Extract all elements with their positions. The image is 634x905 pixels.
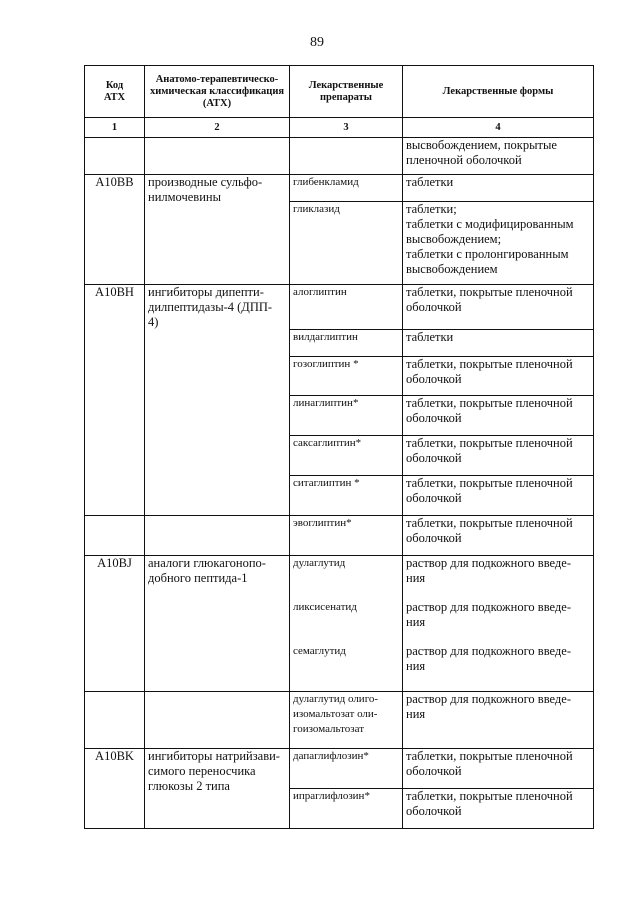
cell-text-line: семаглутид xyxy=(293,645,346,657)
cell-text-line: дулаглутид олиго- xyxy=(293,693,379,705)
cell-text-line: таблетки xyxy=(406,330,454,344)
cell-text-line: раствор для подкожного введе- xyxy=(406,692,571,706)
drug-entry xyxy=(293,600,399,644)
cell-text-line: ния xyxy=(406,571,426,585)
code-cell xyxy=(85,516,145,556)
form-cell xyxy=(403,396,594,436)
cell-text-line: таблетки, покрытые пленочной xyxy=(406,285,573,299)
cell-text-line: гоизомальтозат xyxy=(293,723,365,735)
form-cell xyxy=(403,516,594,556)
classification-cell xyxy=(145,556,290,692)
drug-cell xyxy=(290,357,403,396)
form-cell xyxy=(403,749,594,789)
drug-cell xyxy=(290,175,403,202)
form-cell xyxy=(403,285,594,330)
column-number: 3 xyxy=(290,118,403,138)
cell-text-line: оболочкой xyxy=(406,764,462,778)
drug-cell xyxy=(290,330,403,357)
drug-cell xyxy=(290,516,403,556)
atc-drug-table xyxy=(84,65,594,829)
cell-text-line: вилдаглиптин xyxy=(293,331,358,343)
cell-text-line: оболочкой xyxy=(406,804,462,818)
drug-cell xyxy=(290,789,403,829)
cell-text-line: раствор для подкожного введе- xyxy=(406,556,571,570)
cell-text-line: таблетки с модифицированным xyxy=(406,217,574,231)
cell-text-line: оболочкой xyxy=(406,300,462,314)
cell-text-line: раствор для подкожного введе- xyxy=(406,600,571,614)
cell-text-line: алоглиптин xyxy=(293,286,347,298)
cell-text-line: таблетки, покрытые пленочной xyxy=(406,436,573,450)
header-drugs: Лекарственные препараты xyxy=(290,66,403,118)
table-row xyxy=(85,749,594,789)
column-number: 4 xyxy=(403,118,594,138)
table-row-continued xyxy=(85,138,594,175)
form-cell xyxy=(403,357,594,396)
cell-text-line: высвобождением xyxy=(406,262,498,276)
cell-text-line: таблетки xyxy=(406,175,454,189)
form-cell xyxy=(403,789,594,829)
form-cell xyxy=(403,330,594,357)
cell-text-line: дулаглутид xyxy=(293,557,346,569)
cell-text-line: оболочкой xyxy=(406,451,462,465)
table-row xyxy=(85,175,594,202)
column-number: 2 xyxy=(145,118,290,138)
cell-text-line: ния xyxy=(406,707,426,721)
code-cell xyxy=(85,138,145,175)
table-row xyxy=(85,692,594,749)
cell-text-line: таблетки с пролонгированным xyxy=(406,247,569,261)
form-entry xyxy=(406,644,590,674)
code-cell: A10BB xyxy=(85,175,145,285)
code-cell: A10BH xyxy=(85,285,145,516)
code-cell: A10BJ xyxy=(85,556,145,692)
header-classification: Анатомо-терапевтическо- химическая классификация (АТХ) xyxy=(145,66,290,118)
cell-text-line: глибенкламид xyxy=(293,176,359,188)
header-forms: Лекарственные формы xyxy=(403,66,594,118)
drug-cell xyxy=(290,556,403,692)
cell-text-line: оболочкой xyxy=(406,491,462,505)
cell-text-line: ингибиторы натрийзави- xyxy=(148,749,280,763)
column-number-row xyxy=(85,118,594,138)
classification-cell xyxy=(145,749,290,829)
table-row xyxy=(85,285,594,330)
cell-text-line: аналоги глюкагонопо- xyxy=(148,556,266,570)
drug-cell xyxy=(290,396,403,436)
cell-text-line: производные сульфо- xyxy=(148,175,263,189)
cell-text-line: гликлазид xyxy=(293,203,340,215)
drug-cell xyxy=(290,202,403,285)
table-row xyxy=(85,516,594,556)
classification-cell xyxy=(145,285,290,516)
column-number: 1 xyxy=(85,118,145,138)
cell-text-line: таблетки, покрытые пленочной xyxy=(406,789,573,803)
form-cell xyxy=(403,175,594,202)
cell-text-line: линаглиптин* xyxy=(293,397,359,409)
cell-text-line: 4) xyxy=(148,315,159,329)
cell-text-line: таблетки, покрытые пленочной xyxy=(406,357,573,371)
drug-cell xyxy=(290,285,403,330)
cell-text-line: таблетки, покрытые пленочной xyxy=(406,516,573,530)
table-header-row xyxy=(85,66,594,118)
drug-cell xyxy=(290,436,403,476)
classification-cell xyxy=(145,516,290,556)
drug-entry xyxy=(293,644,399,659)
cell-text-line: нилмочевины xyxy=(148,190,221,204)
form-cell: высвобождением, покрытые пленочной оболочкой xyxy=(403,138,594,175)
cell-text-line: дилпептидазы-4 (ДПП- xyxy=(148,300,273,314)
drug-cell xyxy=(290,692,403,749)
code-cell: A10BK xyxy=(85,749,145,829)
cell-text-line: ния xyxy=(406,659,426,673)
form-cell xyxy=(403,692,594,749)
cell-text-line: оболочкой xyxy=(406,372,462,386)
classification-cell xyxy=(145,175,290,285)
cell-text-line: ния xyxy=(406,615,426,629)
drug-cell xyxy=(290,476,403,516)
cell-text-line: глюкозы 2 типа xyxy=(148,779,230,793)
page-number: 89 xyxy=(310,35,324,50)
classification-cell xyxy=(145,692,290,749)
header-code: Код АТХ xyxy=(85,66,145,118)
cell-text-line: эвоглиптин* xyxy=(293,517,352,529)
form-entry xyxy=(406,556,590,600)
cell-text-line: ликсисенатид xyxy=(293,601,357,613)
form-entry xyxy=(406,600,590,644)
form-cell xyxy=(403,556,594,692)
cell-text-line: ситаглиптин * xyxy=(293,477,360,489)
cell-text-line: ингибиторы дипепти- xyxy=(148,285,264,299)
cell-text-line: таблетки, покрытые пленочной xyxy=(406,396,573,410)
drug-entry xyxy=(293,556,399,600)
drug-cell xyxy=(290,749,403,789)
cell-text-line: саксаглиптин* xyxy=(293,437,362,449)
table-row xyxy=(85,556,594,692)
cell-text-line: высвобождением; xyxy=(406,232,502,246)
cell-text-line: таблетки; xyxy=(406,202,457,216)
classification-cell xyxy=(145,138,290,175)
code-cell xyxy=(85,692,145,749)
cell-text-line: таблетки, покрытые пленочной xyxy=(406,476,573,490)
drug-cell xyxy=(290,138,403,175)
cell-text-line: оболочкой xyxy=(406,411,462,425)
cell-text-line: гозоглиптин * xyxy=(293,358,359,370)
form-cell xyxy=(403,476,594,516)
cell-text-line: раствор для подкожного введе- xyxy=(406,644,571,658)
cell-text-line: ипраглифлозин* xyxy=(293,790,370,802)
cell-text-line: дапаглифлозин* xyxy=(293,750,369,762)
form-cell xyxy=(403,202,594,285)
cell-text-line: оболочкой xyxy=(406,531,462,545)
cell-text-line: добного пептида-1 xyxy=(148,571,248,585)
cell-text-line: симого переносчика xyxy=(148,764,256,778)
cell-text-line: изомальтозат оли- xyxy=(293,708,378,720)
cell-text-line: таблетки, покрытые пленочной xyxy=(406,749,573,763)
form-cell xyxy=(403,436,594,476)
